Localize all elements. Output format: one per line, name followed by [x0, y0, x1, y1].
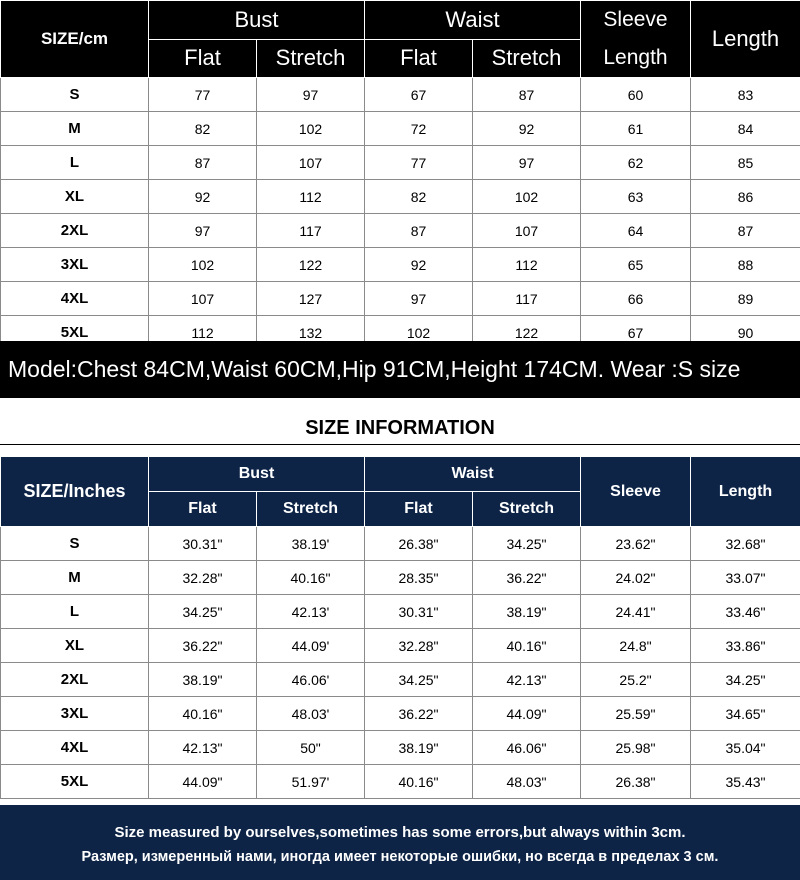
in-bust-flat-cell: 36.22": [149, 629, 257, 663]
in-sleeve-cell: 25.98": [581, 731, 691, 765]
in-length-header: Length: [691, 457, 800, 527]
cm-bust-flat-cell: 102: [149, 248, 257, 282]
in-sleeve-cell: 25.59": [581, 697, 691, 731]
cm-length-cell: 86: [691, 180, 800, 214]
table-row: [1, 731, 800, 765]
in-size-cell: 5XL: [1, 765, 149, 799]
in-bust-stretch-cell: 51.97': [257, 765, 365, 799]
in-waist-flat-cell: 38.19": [365, 731, 473, 765]
in-bust-stretch-cell: 44.09': [257, 629, 365, 663]
cm-waist-flat-cell: 92: [365, 248, 473, 282]
in-size-cell: 3XL: [1, 697, 149, 731]
cm-bust-flat-cell: 87: [149, 146, 257, 180]
in-waist-stretch-header: Stretch: [473, 492, 581, 527]
cm-bust-stretch-cell: 97: [257, 78, 365, 112]
in-waist-stretch-cell: 46.06": [473, 731, 581, 765]
cm-bust-flat-header: Flat: [149, 39, 257, 78]
in-bust-stretch-cell: 50": [257, 731, 365, 765]
table-row: [1, 146, 800, 180]
table-row: [1, 561, 800, 595]
in-waist-stretch-cell: 38.19": [473, 595, 581, 629]
cm-waist-flat-cell: 87: [365, 214, 473, 248]
cm-bust-stretch-cell: 102: [257, 112, 365, 146]
cm-size-cell: M: [1, 112, 149, 146]
in-sleeve-cell: 25.2": [581, 663, 691, 697]
table-row: [1, 697, 800, 731]
table-row: [1, 663, 800, 697]
footer-note-russian: Размер, измеренный нами, иногда имеет некоторые ошибки, но всегда в пределах 3 см.: [81, 849, 719, 865]
cm-bust-stretch-header: Stretch: [257, 39, 365, 78]
in-waist-flat-cell: 26.38": [365, 527, 473, 561]
in-size-cell: L: [1, 595, 149, 629]
cm-size-cell: 4XL: [1, 282, 149, 316]
in-bust-stretch-header: Stretch: [257, 492, 365, 527]
cm-bust-flat-cell: 82: [149, 112, 257, 146]
cm-size-cell: S: [1, 78, 149, 112]
in-bust-stretch-cell: 46.06': [257, 663, 365, 697]
cm-bust-stretch-cell: 112: [257, 180, 365, 214]
cm-length-cell: 90: [691, 316, 800, 350]
table-row: [1, 248, 800, 282]
cm-size-header: SIZE/cm: [1, 1, 149, 78]
in-length-cell: 33.46": [691, 595, 800, 629]
cm-sleeve-cell: 60: [581, 78, 691, 112]
in-bust-flat-cell: 32.28": [149, 561, 257, 595]
in-bust-stretch-cell: 38.19': [257, 527, 365, 561]
in-bust-flat-header: Flat: [149, 492, 257, 527]
in-waist-flat-cell: 30.31": [365, 595, 473, 629]
cm-bust-stretch-cell: 122: [257, 248, 365, 282]
cm-waist-header: Waist: [365, 1, 581, 40]
in-waist-flat-cell: 28.35": [365, 561, 473, 595]
in-waist-stretch-cell: 36.22": [473, 561, 581, 595]
in-size-cell: 4XL: [1, 731, 149, 765]
cm-waist-flat-cell: 82: [365, 180, 473, 214]
in-waist-stretch-cell: 40.16": [473, 629, 581, 663]
table-row: [1, 112, 800, 146]
in-waist-flat-cell: 36.22": [365, 697, 473, 731]
cm-size-cell: L: [1, 146, 149, 180]
in-size-header: SIZE/Inches: [1, 457, 149, 527]
in-bust-stretch-cell: 48.03': [257, 697, 365, 731]
in-size-cell: S: [1, 527, 149, 561]
in-waist-header: Waist: [365, 457, 581, 492]
cm-bust-stretch-cell: 117: [257, 214, 365, 248]
cm-bust-flat-cell: 97: [149, 214, 257, 248]
in-sleeve-cell: 23.62": [581, 527, 691, 561]
cm-bust-flat-cell: 92: [149, 180, 257, 214]
in-waist-flat-cell: 34.25": [365, 663, 473, 697]
cm-waist-stretch-cell: 112: [473, 248, 581, 282]
in-waist-stretch-cell: 34.25": [473, 527, 581, 561]
cm-sleeve-cell: 63: [581, 180, 691, 214]
cm-sleeve-cell: 62: [581, 146, 691, 180]
cm-waist-stretch-cell: 92: [473, 112, 581, 146]
size-table-inches: [0, 456, 800, 799]
table-row: [1, 180, 800, 214]
cm-bust-flat-cell: 77: [149, 78, 257, 112]
title-divider: [0, 444, 800, 445]
cm-bust-stretch-cell: 107: [257, 146, 365, 180]
in-length-cell: 33.86": [691, 629, 800, 663]
in-waist-stretch-cell: 48.03": [473, 765, 581, 799]
model-info-banner: Model:Chest 84CM,Waist 60CM,Hip 91CM,Height 174CM. Wear :S size: [0, 341, 800, 398]
cm-waist-flat-cell: 97: [365, 282, 473, 316]
cm-bust-stretch-cell: 132: [257, 316, 365, 350]
cm-size-cell: 2XL: [1, 214, 149, 248]
in-sleeve-cell: 26.38": [581, 765, 691, 799]
cm-sleeve-header-line1: Sleeve: [603, 8, 668, 31]
cm-bust-flat-cell: 107: [149, 282, 257, 316]
in-length-cell: 33.07": [691, 561, 800, 595]
footer-note: [0, 805, 800, 880]
in-sleeve-cell: 24.02": [581, 561, 691, 595]
table-row: [1, 282, 800, 316]
in-bust-header: Bust: [149, 457, 365, 492]
size-table-cm: [0, 0, 800, 350]
in-size-cell: 2XL: [1, 663, 149, 697]
in-sleeve-cell: 24.41": [581, 595, 691, 629]
cm-waist-stretch-header: Stretch: [473, 39, 581, 78]
cm-waist-flat-header: Flat: [365, 39, 473, 78]
cm-size-cell: XL: [1, 180, 149, 214]
cm-length-cell: 87: [691, 214, 800, 248]
in-bust-flat-cell: 38.19": [149, 663, 257, 697]
in-sleeve-header: Sleeve: [581, 457, 691, 527]
table-row: [1, 595, 800, 629]
in-length-cell: 35.43": [691, 765, 800, 799]
cm-waist-stretch-cell: 102: [473, 180, 581, 214]
in-sleeve-cell: 24.8": [581, 629, 691, 663]
in-length-cell: 32.68": [691, 527, 800, 561]
cm-bust-stretch-cell: 127: [257, 282, 365, 316]
cm-sleeve-header-line2: Length: [603, 46, 668, 69]
cm-sleeve-cell: 61: [581, 112, 691, 146]
cm-waist-flat-cell: 77: [365, 146, 473, 180]
in-bust-stretch-cell: 42.13': [257, 595, 365, 629]
cm-length-cell: 83: [691, 78, 800, 112]
cm-length-cell: 88: [691, 248, 800, 282]
cm-length-header: Length: [691, 1, 800, 78]
cm-waist-flat-cell: 67: [365, 78, 473, 112]
footer-note-english: Size measured by ourselves,sometimes has some errors,but always within 3cm.: [114, 824, 686, 841]
in-length-cell: 34.65": [691, 697, 800, 731]
table-row: [1, 78, 800, 112]
cm-sleeve-cell: 67: [581, 316, 691, 350]
cm-sleeve-cell: 66: [581, 282, 691, 316]
cm-sleeve-cell: 65: [581, 248, 691, 282]
in-size-cell: XL: [1, 629, 149, 663]
cm-sleeve-cell: 64: [581, 214, 691, 248]
table-row: [1, 214, 800, 248]
cm-waist-stretch-cell: 122: [473, 316, 581, 350]
table-row: [1, 527, 800, 561]
in-size-cell: M: [1, 561, 149, 595]
cm-length-cell: 84: [691, 112, 800, 146]
cm-bust-flat-cell: 112: [149, 316, 257, 350]
in-bust-flat-cell: 44.09": [149, 765, 257, 799]
cm-length-cell: 85: [691, 146, 800, 180]
cm-size-cell: 3XL: [1, 248, 149, 282]
in-waist-flat-cell: 40.16": [365, 765, 473, 799]
cm-waist-stretch-cell: 107: [473, 214, 581, 248]
cm-waist-flat-cell: 72: [365, 112, 473, 146]
in-bust-flat-cell: 30.31": [149, 527, 257, 561]
in-bust-flat-cell: 40.16": [149, 697, 257, 731]
cm-bust-header: Bust: [149, 1, 365, 40]
cm-waist-stretch-cell: 117: [473, 282, 581, 316]
cm-length-cell: 89: [691, 282, 800, 316]
in-waist-flat-header: Flat: [365, 492, 473, 527]
in-bust-stretch-cell: 40.16": [257, 561, 365, 595]
cm-size-cell: 5XL: [1, 316, 149, 350]
in-bust-flat-cell: 42.13": [149, 731, 257, 765]
in-bust-flat-cell: 34.25": [149, 595, 257, 629]
in-length-cell: 35.04": [691, 731, 800, 765]
in-waist-stretch-cell: 42.13": [473, 663, 581, 697]
in-length-cell: 34.25": [691, 663, 800, 697]
in-waist-flat-cell: 32.28": [365, 629, 473, 663]
cm-waist-stretch-cell: 97: [473, 146, 581, 180]
in-waist-stretch-cell: 44.09": [473, 697, 581, 731]
table-row: [1, 765, 800, 799]
table-row: [1, 629, 800, 663]
cm-waist-stretch-cell: 87: [473, 78, 581, 112]
cm-sleeve-header: [581, 1, 691, 78]
cm-waist-flat-cell: 102: [365, 316, 473, 350]
size-information-title: SIZE INFORMATION: [305, 417, 495, 439]
